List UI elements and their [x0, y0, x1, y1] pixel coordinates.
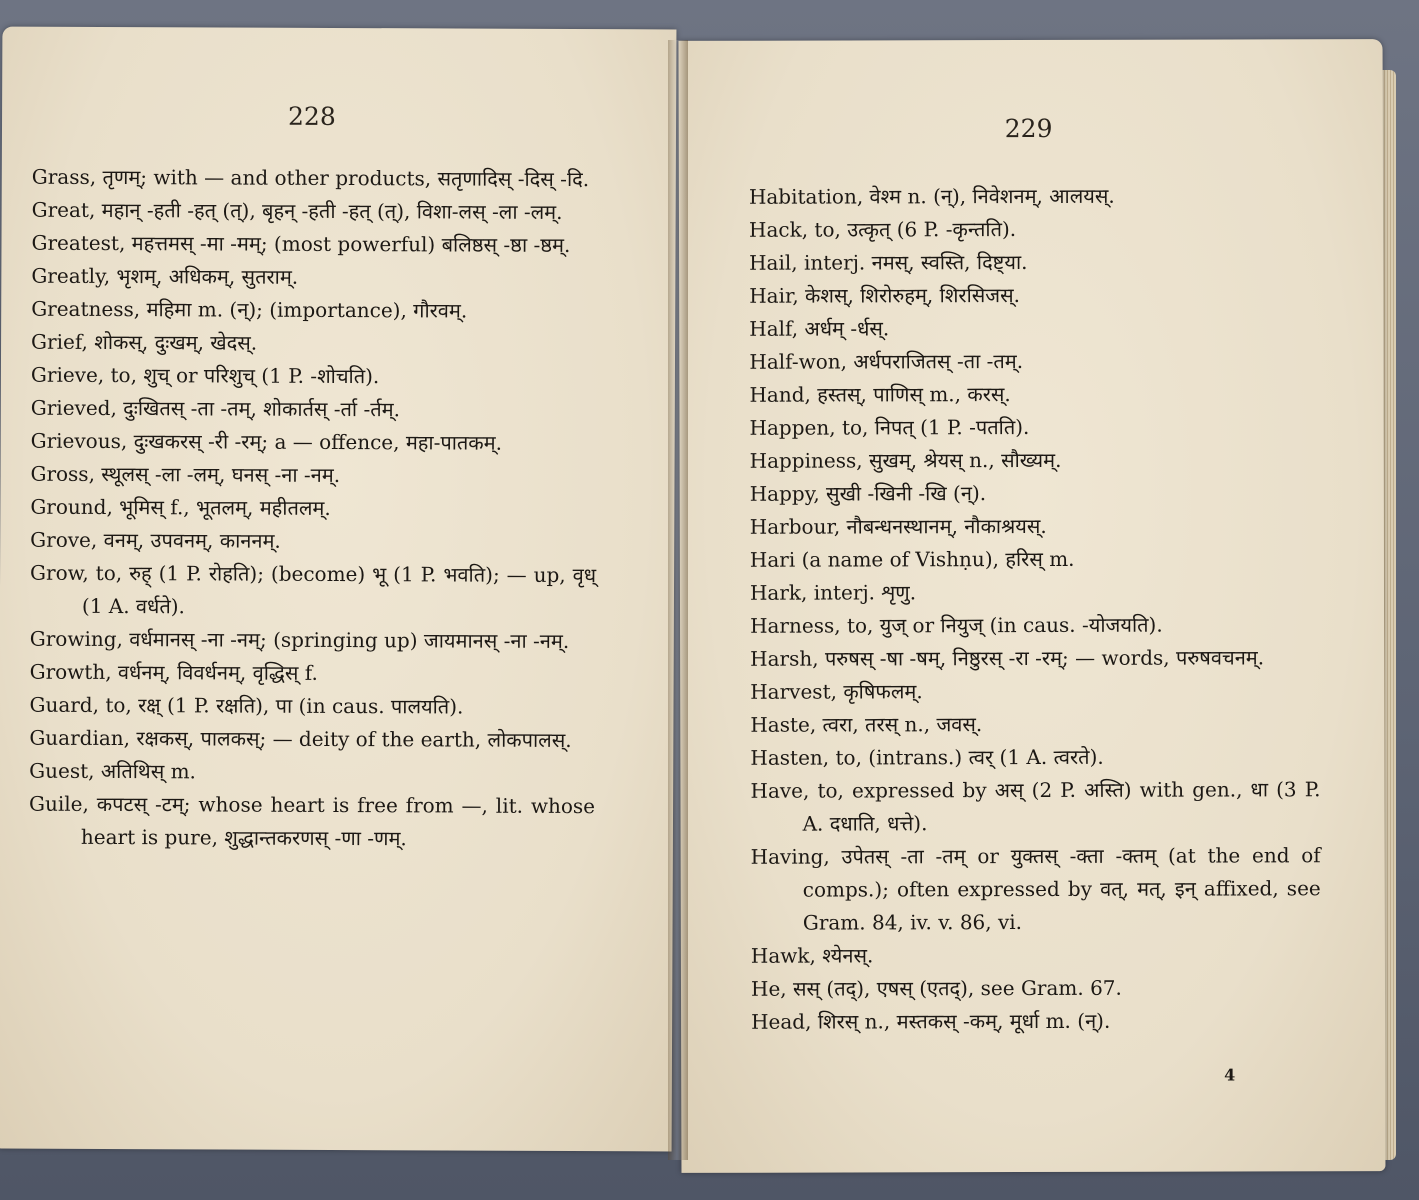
dictionary-entry: Grief, शोकस्, दुःखम्, खेदस्. [31, 329, 258, 355]
dictionary-entry: Gross, स्थूलस् -ला -लम्, घनस् -ना -नम्. [30, 461, 341, 488]
dictionary-entry: Guile, कपटस् -टम्; whose heart is free from —, lit. whose heart is pure, शुद्धान्तकरणस् -णा -णम्. [29, 791, 596, 851]
dictionary-entry: Harvest, कृषिफलम्. [750, 679, 923, 704]
dictionary-entry: Happy, सुखी -खिनी -खि (न्). [749, 481, 987, 506]
dictionary-entry: He, सस् (तद्), एषस् (एतद्), see Gram. 67. [750, 975, 1122, 1001]
dictionary-entry: Greatest, महत्तमस् -मा -मम्; (most powerful) बलिष्ठस् -ष्ठा -ष्ठम्. [31, 230, 571, 258]
dictionary-entry: Growing, वर्धमानस् -ना -नम्; (springing up) जायमानस् -ना -नम्. [29, 626, 570, 654]
dictionary-entry: Half, अर्धम् -र्धस्. [749, 316, 890, 341]
dictionary-entry: Hawk, श्येनस्. [750, 943, 874, 968]
left-page [0, 27, 676, 1152]
dictionary-entry: Haste, त्वरा, तरस् n., जवस्. [750, 712, 983, 737]
dictionary-entries-left [29, 161, 598, 856]
dictionary-entry: Having, उपेतस् -ता -तम् or युक्तस् -क्ता -क्तम् (at the end of comps.); often expressed by वत्, मत्, इन् affixed, see Gram. 84, iv. v. 86, vi. [750, 843, 1321, 935]
dictionary-entry: Harbour, नौबन्धनस्थानम्, नौकाश्रयस्. [749, 513, 1047, 539]
dictionary-entry: Hasten, to, (intrans.) त्वर् (1 A. त्वरते). [750, 744, 1104, 770]
dictionary-entry: Hand, हस्तस्, पाणिस् m., करस्. [749, 382, 1011, 407]
dictionary-entry: Grieved, दुःखितस् -ता -तम्, शोकार्तस् -र्ता -र्तम्. [30, 395, 401, 422]
dictionary-entry: Guardian, रक्षकस्, पालकस्; — deity of the earth, लोकपालस्. [29, 725, 572, 753]
dictionary-entry: Ground, भूमिस् f., भूतलम्, महीतलम्. [30, 494, 331, 520]
dictionary-entry: Guard, to, रक्ष् (1 P. रक्षति), पा (in caus. पालयति). [29, 692, 464, 719]
signature-mark: 4 [1224, 1065, 1236, 1085]
dictionary-entry: Growth, वर्धनम्, विवर्धनम्, वृद्धिस् f. [29, 659, 318, 685]
dictionary-entry: Grass, तृणम्; with — and other products, सतृणादिस् -दिस् -दि. [31, 164, 590, 192]
dictionary-entry: Grove, वनम्, उपवनम्, काननम्. [30, 527, 281, 553]
dictionary-entry: Greatness, महिमा m. (न्); (importance), गौरवम्. [31, 296, 468, 323]
dictionary-entry: Grievous, दुःखकरस् -री -रम्; a — offence, महा-पातकम्. [30, 428, 503, 455]
page-number-left: 228 [287, 101, 336, 131]
dictionary-entry: Hail, interj. नमस्, स्वस्ति, दिष्ट्या. [749, 250, 1028, 275]
dictionary-entry: Grieve, to, शुच् or परिशुच् (1 P. -शोचति). [30, 362, 380, 389]
dictionary-entry: Habitation, वेश्म n. (न्), निवेशनम्, आलयस्. [748, 183, 1115, 209]
dictionary-entry: Happen, to, निपत् (1 P. -पतति). [749, 415, 1030, 440]
dictionary-entry: Harsh, परुषस् -षा -षम्, निष्ठुरस् -रा -रम्; — words, परुषवचनम्. [750, 645, 1265, 671]
dictionary-entry: Harness, to, युज् or नियुज् (in caus. -योजयति). [750, 612, 1163, 638]
dictionary-entries-right [749, 179, 1321, 1038]
dictionary-entry: Half-won, अर्धपराजितस् -ता -तम्. [749, 349, 1024, 374]
book-gutter [668, 40, 688, 1160]
dictionary-entry: Hack, to, उत्कृत् (6 P. -कृन्तति). [748, 217, 1017, 242]
right-page [679, 39, 1386, 1173]
dictionary-entry: Hair, केशस्, शिरोरुहम्, शिरसिजस्. [749, 283, 1021, 308]
dictionary-entry: Guest, अतिथिस् m. [29, 758, 196, 784]
dictionary-entry: Have, to, expressed by अस् (2 P. अस्ति) with gen., धा (3 P. A. दधाति, धत्ते). [750, 777, 1321, 836]
dictionary-entry: Head, शिरस् n., मस्तकस् -कम्, मूर्धा m. (न्). [751, 1008, 1111, 1034]
dictionary-entry: Great, महान् -हती -हत् (त्), बृहन् -हती -हत् (त्), विशा-लस् -ला -लम्. [31, 197, 563, 224]
dictionary-entry: Grow, to, रुह् (1 P. रोहति); (become) भू (1 P. भवति); — up, वृध् (1 A. वर्धते). [30, 560, 597, 619]
dictionary-entry: Hari (a name of Vishṇu), हरिस् m. [749, 546, 1075, 572]
dictionary-entry: Greatly, भृशम्, अधिकम्, सुतराम्. [31, 263, 299, 289]
dictionary-entry: Happiness, सुखम्, श्रेयस् n., सौख्यम्. [749, 447, 1062, 473]
page-number-right: 229 [1004, 113, 1053, 144]
dictionary-entry: Hark, interj. शृणु. [749, 580, 917, 605]
